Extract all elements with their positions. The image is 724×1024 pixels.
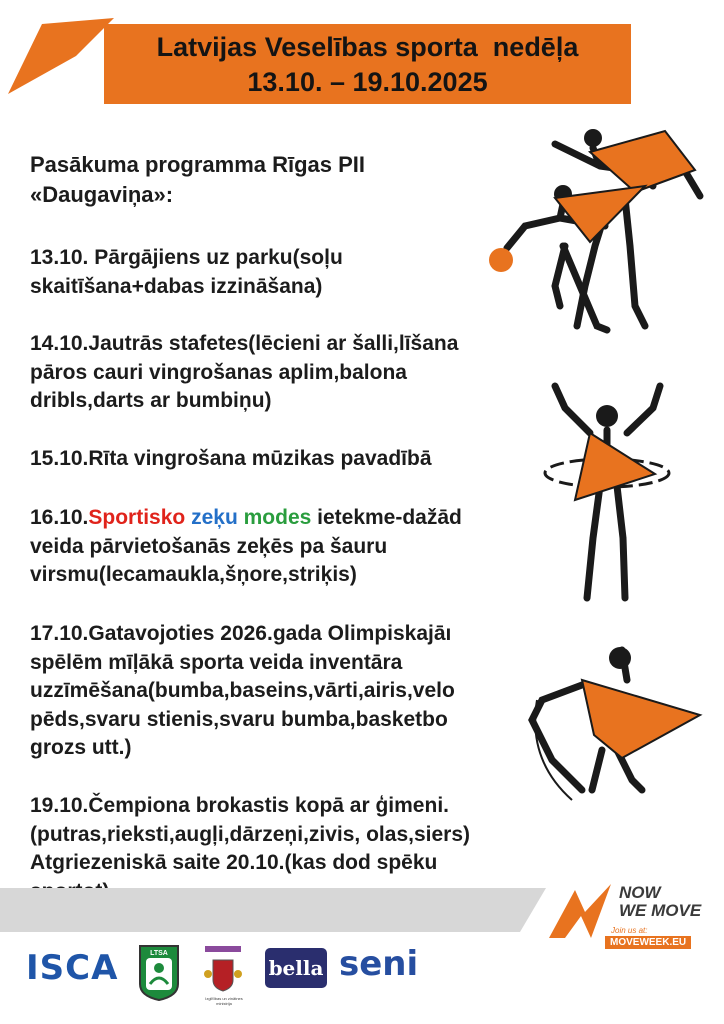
running-figures-illustration xyxy=(485,126,710,341)
ministry-caption: Izglītības un zinātnes ministrija xyxy=(205,996,243,1006)
join-us-label: Join us at: xyxy=(611,926,648,935)
highlight-word-red: Sportisko xyxy=(88,506,186,529)
header-title: Latvijas Veselības sporta nedēļa xyxy=(156,32,579,62)
ministry-coat-of-arms-icon xyxy=(203,946,243,994)
now-we-move-logo xyxy=(545,878,705,958)
program-title-line2: «Daugaviņa»: xyxy=(30,182,174,207)
header-banner xyxy=(104,24,631,104)
seni-logo: seni xyxy=(339,944,419,984)
ltsa-logo xyxy=(138,944,180,1002)
now-we-move-mark-icon xyxy=(545,882,615,942)
program-item-17-10 xyxy=(30,620,455,763)
program-line: spēlēm mīļākā sporta veida inventāra xyxy=(30,650,403,674)
program-item-14-10 xyxy=(30,330,458,416)
program-line: skaitīšana+dabas izzināšana) xyxy=(30,274,323,298)
program-line: virsmu(lecamaukla,šņore,striķis) xyxy=(30,563,357,586)
program-line: 17.10.Gatavojoties 2026.gada Olimpiskajāı xyxy=(30,622,452,645)
program-line: pēds,svaru stienis,svaru bumba,basketbo xyxy=(30,707,448,731)
program-item-16-10 xyxy=(30,504,462,590)
program-line-rest: ietekme-dažād xyxy=(311,506,462,529)
program-item-13-10 xyxy=(30,244,343,301)
dancing-figure-illustration xyxy=(522,640,707,805)
ltsa-label: LTSA xyxy=(150,950,168,957)
program-line: uzzīmēšana(bumba,baseins,vārti,airis,velo xyxy=(30,679,455,702)
program-line: grozs utt.) xyxy=(30,736,132,759)
program-line: veida pārvietošanās zeķēs pa šauru xyxy=(30,534,388,558)
program-line: Atgriezeniskā saite 20.10.(kas dod spēku xyxy=(30,851,438,874)
program-item-15-10 xyxy=(30,445,432,474)
program-line: dribls,darts ar bumbiņu) xyxy=(30,389,272,412)
program-line-prefix: 16.10. xyxy=(30,506,89,529)
program-line: 15.10.Rīta vingrošana mūzikas pavadībā xyxy=(30,447,432,470)
program-line: 13.10. Pārgājiens uz parku(soļu xyxy=(30,246,343,269)
header-dates: 13.10. – 19.10.2025 xyxy=(247,67,488,97)
now-label: NOW xyxy=(619,883,661,902)
program-title-line1: Pasākuma programma Rīgas PII xyxy=(30,152,366,177)
corner-flag-decoration xyxy=(6,14,118,98)
isca-logo: ISCA xyxy=(26,948,119,988)
bella-logo: bella xyxy=(265,948,327,988)
highlight-word-blue: zeķu xyxy=(191,506,238,529)
moveweek-url: MOVEWEEK.EU xyxy=(605,936,691,949)
program-title xyxy=(30,150,365,210)
hula-hoop-figure-illustration xyxy=(535,378,705,608)
program-line: pāros cauri vingrošanas aplim,balona xyxy=(30,360,407,384)
program-line: (putras,rieksti,augļi,dārzeņi,zivis, olas,siers) xyxy=(30,822,470,846)
program-line: 19.10.Čempiona brokastis kopā ar ģimeni. xyxy=(30,794,449,817)
highlight-word-green: modes xyxy=(243,506,312,529)
program-line: 14.10.Jautrās stafetes(lēcieni ar šalli,līšana xyxy=(30,332,459,355)
we-move-label: WE MOVE xyxy=(619,901,702,920)
